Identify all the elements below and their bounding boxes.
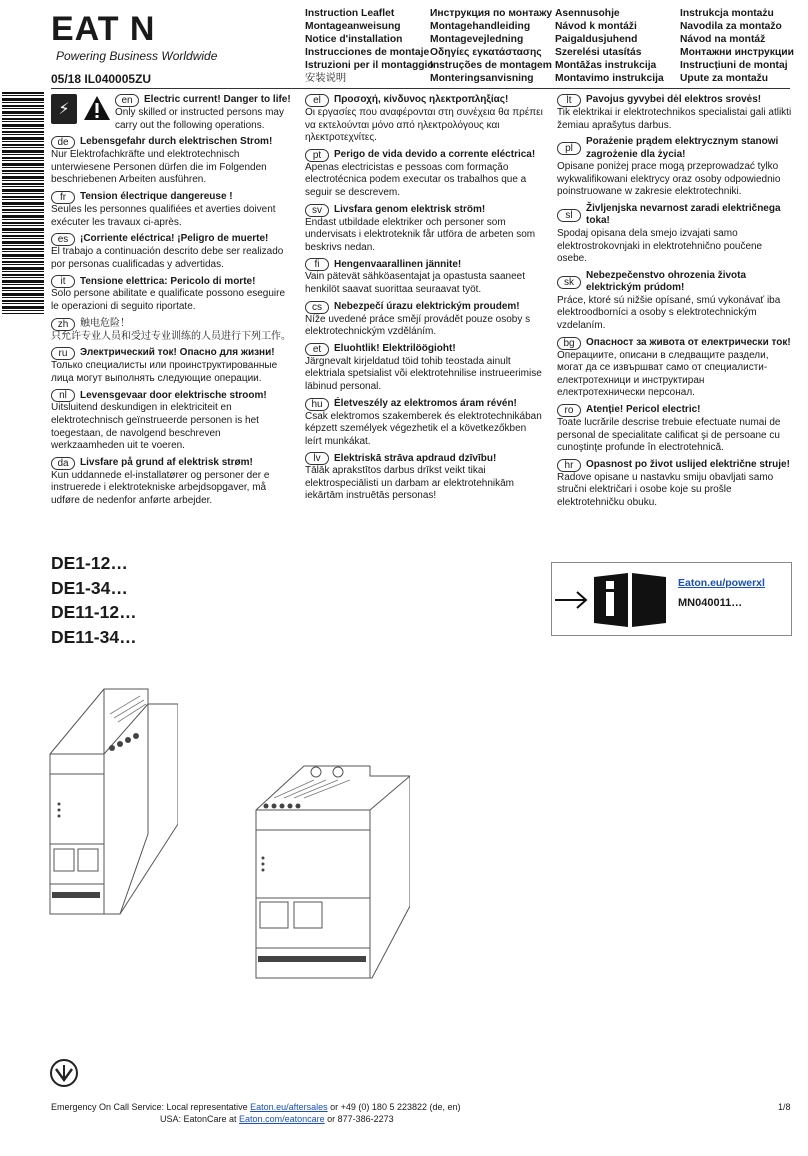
warning-sl [557, 203, 793, 266]
warning-sv [305, 204, 545, 255]
warning-text: Tik elektrikai ir elektrotechnikos specialistai gali atlikti žemiau aprašytus darbus. [557, 107, 792, 131]
language-code: hr [557, 459, 581, 472]
warning-lt [557, 94, 793, 132]
title: Notice d'installation [305, 33, 403, 45]
warning-el [305, 94, 545, 145]
title: Οδηγίες εγκατάστασης [430, 46, 542, 58]
warning-text: Nur Elektrofachkräfte und elektrotechnisch unterwiesene Personen dürfen die im Folgenden beschriebenen Arbeiten ausführen. [51, 149, 267, 186]
warning-heading: Lebensgefahr durch elektrischen Strom! [80, 136, 273, 148]
language-code: sv [305, 204, 329, 217]
product-name: DE1-12… [51, 553, 128, 573]
warning-heading: Pavojus gyvybei dėl elektros srovės! [586, 94, 762, 106]
warning-text: Операциите, описани в следващите раздели, могат да се извършват само от специалисти-електротехници и инструктиран електротехнически персонал. [557, 349, 769, 399]
warning-text: Níže uvedené práce smějí provádět pouze osoby s elektrotechnickým vzděláním. [305, 313, 531, 338]
title: Montageanweisung [305, 20, 401, 32]
footer-text: Emergency On Call Service: Local representative [51, 1102, 251, 1112]
warning-text: Vain pätevät sähköasentajat ja opastusta saaneet henkilöt saavat suorittaa seuraavat työt. [305, 271, 525, 295]
warning-fi [305, 258, 545, 296]
title: Montagevejledning [430, 33, 524, 45]
title: Instrucciones de montaje [305, 46, 430, 58]
warning-heading: Porażenie prądem elektrycznym stanowi zagrożenie dla życia! [586, 136, 779, 160]
eatoncare-link[interactable]: Eaton.com/eatoncare [239, 1114, 325, 1124]
title: Szerelési utasítás [555, 46, 642, 58]
warning-hu [305, 398, 545, 449]
language-code: fi [305, 258, 329, 271]
warning-pl [557, 136, 793, 199]
language-code: sk [557, 276, 581, 289]
language-code: bg [557, 337, 581, 350]
warning-text: Οι εργασίες που αναφέρονται στη συνέχεια θα πρέπει να εκτελούνται μόνο από ηλεκτρολόγους και ηλεκτροτεχνίτες. [305, 107, 543, 144]
title: Instruções de montagem [430, 59, 552, 71]
header-rule [51, 88, 790, 89]
footer-usa-line [160, 1114, 394, 1126]
certification-mark-icon [49, 1058, 79, 1088]
logo-wordmark: EAT N [51, 10, 156, 48]
warning-text: Csak elektromos szakemberek és elektrotechnikában képzett személyek végezhetik el a következőkben leírt munkákat. [305, 410, 542, 447]
warning-nl [51, 389, 295, 452]
warning-heading: Электрический ток! Опасно для жизни! [80, 347, 275, 359]
title: Paigaldusjuhend [555, 33, 638, 45]
warning-text: Seules les personnes qualifiées et averties doivent exécuter les travaux ci-après. [51, 203, 276, 228]
warning-heading: Opasnost po život uslijed električne struje! [586, 458, 790, 470]
warning-text: Uitsluitend deskundigen in elektriciteit en elektrotechnisch geïnstrueerde personen is het toegestaan, de navolgend beschreven werkzaamheden uit te voeren. [51, 402, 259, 452]
title-column-4 [680, 8, 794, 85]
warning-text: Tālāk aprakstītos darbus drīkst veikt tikai elektrospeciālisti un darbam ar elektrotehnikām iekārtām instruētās personas! [305, 465, 514, 502]
language-code: en [115, 94, 139, 107]
warnings-column-2 [305, 94, 545, 507]
language-code: zh [51, 318, 75, 331]
language-code: fr [51, 191, 75, 204]
warning-text: Radove opisane u nastavku smiju obavljati samo stručni električari i osobe koje su prošle elektrotehničku obuku. [557, 471, 774, 508]
warning-heading: Electric current! Danger to life! [144, 94, 291, 106]
warning-text: Apenas electricistas e pessoas com formação electrotécnica podem executar os trabalhos que a seguir se descrevem. [305, 161, 527, 198]
title: Montagehandleiding [430, 20, 531, 32]
warning-triangle-icon [83, 94, 111, 122]
product-list [51, 551, 137, 649]
warning-heading: Livsfara genom elektrisk ström! [334, 203, 486, 215]
title: Návod k montáži [555, 20, 637, 32]
warning-text: Práce, ktoré sú nižšie opísané, smú vykonávať iba elektroodborníci a osoby s elektrotechnickým vzdelaním. [557, 294, 781, 331]
language-code: cs [305, 301, 329, 314]
language-code: it [51, 275, 75, 288]
barcode [2, 92, 44, 314]
warnings-column-3 [557, 94, 793, 513]
warning-et [305, 343, 545, 394]
warning-heading: Tensione elettrica: Pericolo di morte! [80, 275, 256, 287]
footer-text: USA: EatonCare at [160, 1114, 240, 1124]
device-illustration-wide [254, 758, 410, 980]
language-code: de [51, 136, 75, 149]
title-column-2 [430, 8, 552, 85]
warning-heading: Опасност за живота от електрически ток! [586, 336, 791, 348]
warning-bg [557, 337, 793, 400]
manual-reference-box [551, 562, 792, 636]
language-code: ru [51, 347, 75, 360]
language-code: nl [51, 389, 75, 402]
title: Monteringsanvisning [430, 72, 534, 84]
warning-heading: Atenție! Pericol electric! [586, 404, 701, 416]
arrow-right-icon [555, 589, 589, 611]
language-code: pt [305, 149, 329, 162]
warning-heading: ¡Corriente eléctrica! ¡Peligro de muerte! [80, 233, 269, 245]
warning-es [51, 233, 295, 271]
logo-tagline: Powering Business Worldwide [56, 49, 218, 63]
warning-ro [557, 404, 793, 455]
language-code: da [51, 457, 75, 470]
warning-heading: Življenjska nevarnost zaradi električnega toka! [586, 202, 781, 227]
warning-heading: Életveszély az elektromos áram révén! [334, 397, 517, 409]
warning-lv [305, 452, 545, 503]
warning-heading: Hengenvaarallinen jännite! [334, 258, 462, 270]
title: Upute za montažu [680, 72, 769, 84]
warning-heading: Tension électrique dangereuse ! [80, 191, 233, 203]
footer-text: or 877-386-2273 [324, 1114, 394, 1124]
language-code: lv [305, 452, 329, 465]
warning-heading: Perigo de vida devido a corrente eléctrica! [334, 149, 536, 161]
aftersales-link[interactable]: Eaton.eu/aftersales [250, 1102, 328, 1112]
document-code: 05/18 IL040005ZU [51, 72, 152, 86]
warning-text: Endast utbildade elektriker och personer som undervisats i elektroteknik får utföra de arbeten som beskrivs nedan. [305, 216, 536, 253]
language-code: ro [557, 404, 581, 417]
warning-de [51, 136, 295, 187]
language-code: sl [557, 209, 581, 222]
qualified-person-icon: ⚡ [51, 94, 77, 124]
language-code: hu [305, 398, 329, 411]
warning-text: El trabajo a continuación descrito debe ser realizado por personas cualificadas y advertidas. [51, 246, 284, 270]
warning-text: Only skilled or instructed persons may carry out the following operations. [115, 107, 284, 131]
warning-heading: Προσοχή, κίνδυνος ηλεκτροπληξίας! [334, 94, 509, 106]
title: Монтажни инструкции [680, 46, 794, 58]
title: Asennusohje [555, 8, 620, 19]
title-column-3 [555, 8, 664, 85]
warning-text: Spodaj opisana dela smejo izvajati samo elektrostrokovnjaki in elektrotehnično poučene osebe. [557, 227, 763, 265]
product-name: DE1-34… [51, 577, 128, 598]
manual-number: MN040011… [678, 597, 743, 609]
warning-text: Järgnevalt kirjeldatud töid tohib teostada ainult elektriala spetsialist või elektrotehnilise instrueerimise läbinud personal. [305, 355, 542, 392]
product-name: DE11-34… [51, 626, 137, 647]
page-number: 1/8 [778, 1102, 791, 1112]
warning-text: Solo persone abilitate e qualificate possono eseguire le operazioni di seguito riportate. [51, 288, 286, 312]
warning-heading: Eluohtlik! Elektrilöögioht! [334, 342, 456, 354]
warning-pt [305, 149, 545, 200]
warning-text: Toate lucrările descrise trebuie efectuate numai de personal de specialitate calificat şi de persoane cu cunoştinţe profunde în electrotehnică. [557, 416, 781, 454]
language-code: pl [557, 142, 581, 155]
title: Montāžas instrukcija [555, 59, 657, 71]
language-code: el [305, 94, 329, 107]
warning-en [115, 94, 295, 132]
title-column-1 [305, 8, 434, 85]
warning-text: Только специалисты или проинструктированные лица могут выполнять следующие операции. [51, 360, 278, 384]
warning-fr [51, 191, 295, 229]
warning-icons-row [51, 94, 295, 136]
warning-text: 只允许专业人员和受过专业训练的人员进行下列工作。 [51, 330, 291, 342]
warning-zh [51, 318, 295, 344]
language-code: lt [557, 94, 581, 107]
warnings-column-1 [51, 94, 295, 511]
title: Navodila za montažo [680, 20, 782, 32]
title: Инструкция по монтажу [430, 8, 553, 19]
warning-heading: Nebezpečí úrazu elektrickým proudem! [334, 300, 520, 312]
footer-text: or +49 (0) 180 5 223822 (de, en) [327, 1102, 461, 1112]
warning-heading: Nebezpečenstvo ohrozenia života elektrickým prúdom! [586, 269, 747, 294]
warning-da [51, 457, 295, 508]
info-book-icon [592, 571, 668, 629]
warning-text: Kun uddannede el-installatører og personer der e instruerede i elektrotekniske arbejdsopgaver, må udføre de nedenfor anførte arbejder. [51, 469, 270, 506]
warning-ru [51, 347, 295, 385]
device-illustration-narrow [48, 684, 178, 916]
warning-hr [557, 459, 793, 510]
title: Instrukcja montażu [680, 8, 774, 19]
language-code: es [51, 233, 75, 246]
title: Instruction Leaflet [305, 8, 395, 19]
warning-text: Opisane poniżej prace mogą przeprowadzać tylko wykwalifikowani elektrycy oraz osoby odpowiednio poinstruowane w zakresie elektrotechniki. [557, 161, 781, 198]
title: Istruzioni per il montaggio [305, 59, 434, 71]
warning-heading: Livsfare på grund af elektrisk strøm! [80, 456, 253, 468]
title: Montavimo instrukcija [555, 72, 664, 84]
warning-heading: 触电危险！ [80, 317, 130, 329]
language-code: et [305, 343, 329, 356]
title: 安装说明 [305, 72, 347, 84]
warning-heading: Levensgevaar door elektrische stroom! [80, 389, 267, 401]
footer-emergency-line [51, 1102, 461, 1114]
warning-it [51, 275, 295, 313]
powerxl-link[interactable]: Eaton.eu/powerxl [678, 577, 765, 589]
warning-cs [305, 301, 545, 339]
warning-sk [557, 270, 793, 333]
title: Návod na montáž [680, 33, 766, 45]
title: Instrucțiuni de montaj [680, 59, 788, 71]
product-name: DE11-12… [51, 602, 137, 622]
warning-heading: Elektriskā strāva apdraud dzīvību! [334, 452, 497, 464]
eaton-logo [51, 12, 155, 46]
